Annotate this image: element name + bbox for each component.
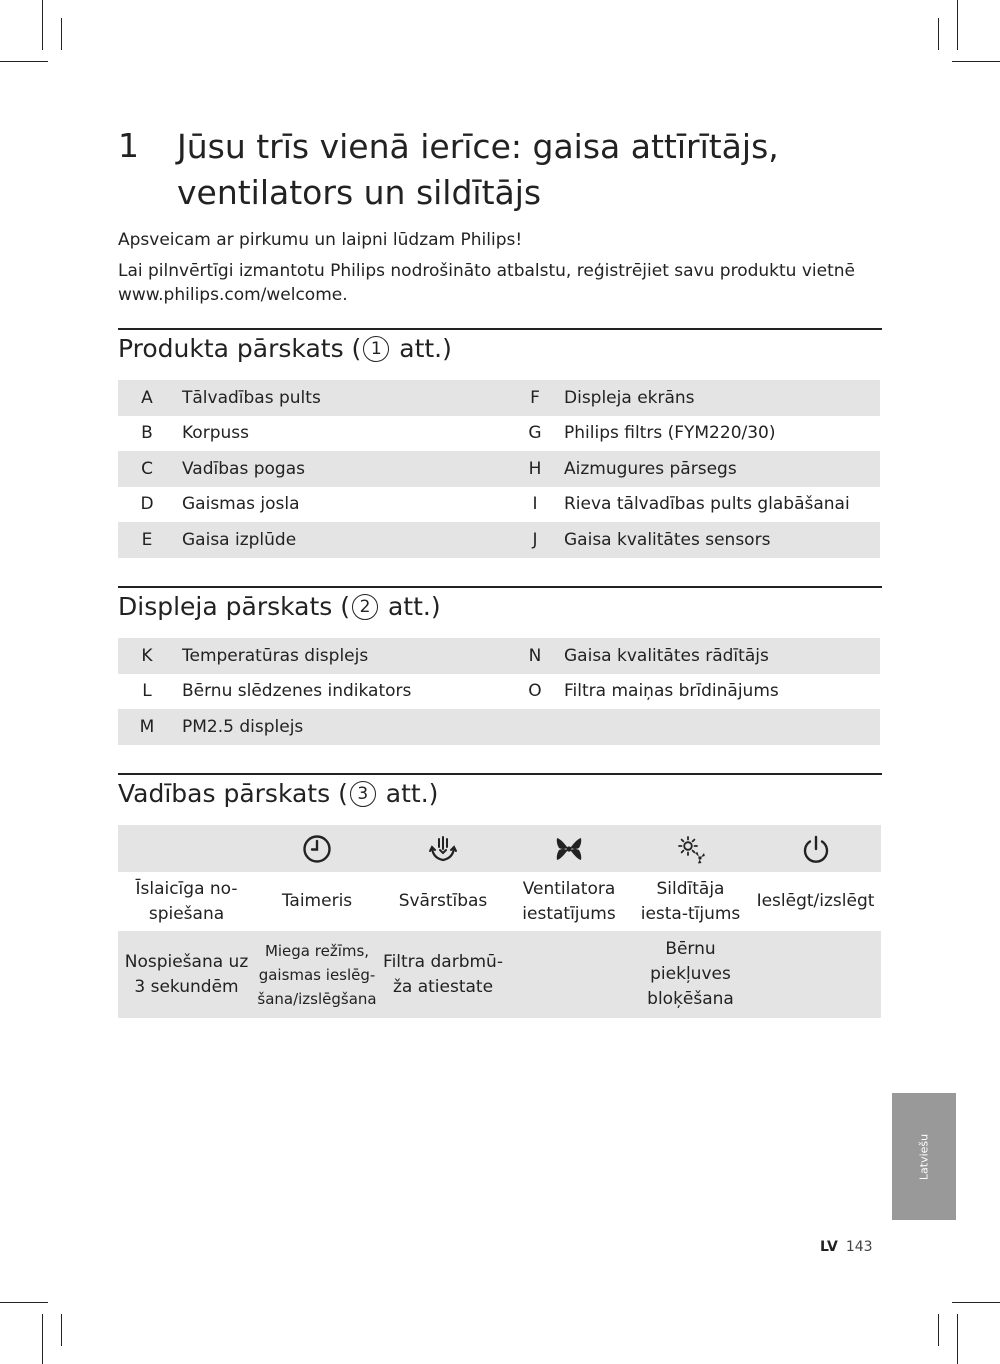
part-description: Rieva tālvadības pults glabāšanai xyxy=(564,494,850,515)
part-letter: O xyxy=(528,681,542,702)
heater-button-cell xyxy=(631,825,750,872)
part-description: Aizmugures pārsegs xyxy=(564,451,880,487)
crop-mark xyxy=(952,61,1000,62)
short-press-function: Ventilatora iestatījums xyxy=(522,878,616,924)
control-overview-title xyxy=(118,778,438,810)
fan-button-cell xyxy=(507,825,631,872)
chapter-number: 1 xyxy=(118,126,139,165)
priority-button-cell xyxy=(379,825,507,872)
short-press-label: Īslaicīga no-spiešana xyxy=(135,878,238,924)
crop-mark xyxy=(61,1314,62,1346)
part-description: Displeja ekrāns xyxy=(564,380,880,416)
crop-mark xyxy=(938,18,939,50)
display-parts-table xyxy=(118,638,880,745)
chapter-title: Jūsu trīs vienā ierīce: gaisa attīrītājs, ventilators un sildītājs xyxy=(177,127,779,212)
part-letter: C xyxy=(118,451,176,487)
part-letter xyxy=(506,709,564,745)
part-letter: M xyxy=(118,709,176,745)
part-letter: A xyxy=(118,380,176,416)
controls-table xyxy=(118,825,881,1018)
table-row xyxy=(118,872,881,931)
part-letter: J xyxy=(506,522,564,558)
part-letter: H xyxy=(506,451,564,487)
timer-icon xyxy=(302,834,332,864)
part-letter: L xyxy=(142,681,152,702)
part-description: Gaismas josla xyxy=(182,494,300,515)
table-row xyxy=(118,416,880,452)
product-parts-table xyxy=(118,380,880,558)
part-description: PM2.5 displejs xyxy=(176,709,506,745)
power-button-cell xyxy=(750,825,881,872)
part-letter: N xyxy=(506,638,564,674)
intro-text xyxy=(118,228,858,314)
part-letter: B xyxy=(141,423,153,444)
section-divider xyxy=(118,328,882,330)
intro-register: Lai pilnvērtīgi izmantotu Philips nodrošināto atbalstu, reģistrējiet savu produktu vietnē www.philips.com/welcome. xyxy=(118,261,855,305)
table-row xyxy=(118,931,881,1018)
crop-mark xyxy=(61,18,62,50)
table-row xyxy=(118,522,880,558)
long-press-function: Filtra darbmū-ža atiestate xyxy=(379,931,507,1018)
long-press-function xyxy=(750,931,881,1018)
table-row xyxy=(118,380,880,416)
crop-mark xyxy=(0,61,48,62)
section-title-suffix: att.) xyxy=(391,334,452,363)
long-press-function: Bērnu piekļuves bloķēšana xyxy=(631,931,750,1018)
page-footer xyxy=(820,1239,882,1255)
intro-welcome: Apsveicam ar pirkumu un laipni lūdzam Philips! xyxy=(118,230,523,250)
part-letter: I xyxy=(532,494,538,515)
crop-mark xyxy=(957,0,958,50)
part-description: Filtra maiņas brīdinājums xyxy=(564,681,779,702)
table-row xyxy=(118,825,881,872)
part-description: Vadības pogas xyxy=(176,451,506,487)
crop-mark xyxy=(42,0,43,50)
table-row xyxy=(118,487,880,523)
part-letter: G xyxy=(528,423,542,444)
long-press-label: Nospiešana uz 3 sekundēm xyxy=(118,931,255,1018)
language-tab xyxy=(892,1093,956,1220)
part-description xyxy=(564,709,880,745)
part-description: Philips filtrs (FYM220/30) xyxy=(564,423,776,444)
part-description: Tālvadības pults xyxy=(176,380,506,416)
part-description: Gaisa kvalitātes rādītājs xyxy=(564,638,880,674)
part-letter: K xyxy=(118,638,176,674)
table-row xyxy=(118,451,880,487)
priority-icon xyxy=(427,833,459,865)
figure-number: 3 xyxy=(350,781,376,807)
section-title-suffix: att.) xyxy=(377,779,439,808)
long-press-function xyxy=(507,931,631,1018)
crop-mark xyxy=(952,1302,1000,1303)
language-tab-label: Latviešu xyxy=(917,1133,931,1180)
part-description: Bērnu slēdzenes indikators xyxy=(182,681,412,702)
display-overview-title xyxy=(118,591,441,623)
short-press-function: Taimeris xyxy=(281,891,353,911)
part-letter: D xyxy=(140,494,154,515)
short-press-function: Sildītāja iesta-tījums xyxy=(640,878,741,924)
language-code: LV xyxy=(820,1239,838,1255)
figure-number: 1 xyxy=(363,336,389,362)
table-row xyxy=(118,709,880,745)
crop-mark xyxy=(938,1314,939,1346)
long-press-function: Miega režīms, gaismas ieslēg-šana/izslēgšana xyxy=(255,931,379,1018)
crop-mark xyxy=(42,1314,43,1364)
part-description: Korpuss xyxy=(182,423,249,444)
figure-number: 2 xyxy=(352,594,378,620)
heater-icon xyxy=(675,833,707,865)
section-title-suffix: att.) xyxy=(380,592,441,621)
part-letter: F xyxy=(506,380,564,416)
short-press-function: Ieslēgt/izslēgt xyxy=(756,891,875,911)
table-row xyxy=(118,674,880,710)
part-description: Temperatūras displejs xyxy=(176,638,506,674)
table-cell xyxy=(118,825,255,872)
section-title-text: Displeja pārskats ( xyxy=(118,592,351,621)
section-divider xyxy=(118,773,882,775)
part-description: Gaisa izplūde xyxy=(176,522,506,558)
section-title-text: Produkta pārskats ( xyxy=(118,334,362,363)
page-number: 143 xyxy=(845,1239,873,1255)
section-title-text: Vadības pārskats ( xyxy=(118,779,348,808)
timer-button-cell xyxy=(255,825,379,872)
short-press-function: Svārstības xyxy=(398,891,488,911)
part-description: Gaisa kvalitātes sensors xyxy=(564,522,880,558)
power-icon xyxy=(801,834,831,864)
part-letter: E xyxy=(118,522,176,558)
crop-mark xyxy=(957,1314,958,1364)
fan-icon xyxy=(553,833,585,865)
product-overview-title xyxy=(118,333,452,365)
section-divider xyxy=(118,586,882,588)
crop-mark xyxy=(0,1302,48,1303)
table-row xyxy=(118,638,880,674)
